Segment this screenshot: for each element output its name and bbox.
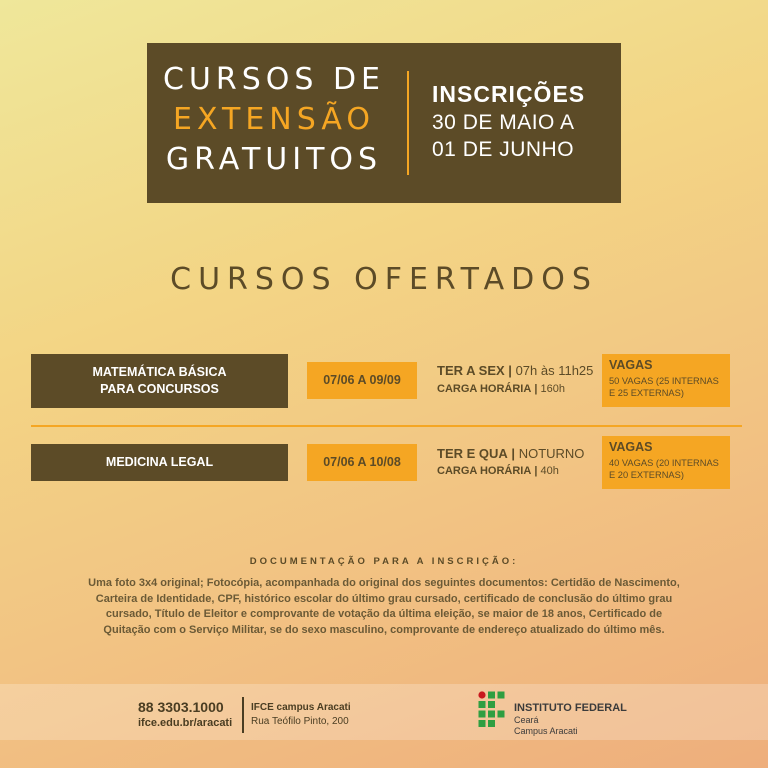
institution-campus: Campus Aracati — [514, 726, 578, 736]
separator: | — [508, 363, 512, 378]
load-value: 40h — [540, 465, 559, 477]
documentation-text — [40, 576, 728, 638]
footer-band — [0, 684, 768, 740]
contact-phone: 88 3303.1000 — [138, 699, 224, 715]
vagas-line: E 25 EXTERNAS) — [609, 388, 684, 398]
vagas-line: E 20 EXTERNAS) — [609, 470, 684, 480]
institution-name: INSTITUTO FEDERAL — [514, 702, 627, 714]
documentation-title: DOCUMENTAÇÃO PARA A INSCRIÇÃO: — [249, 556, 519, 567]
course-load — [437, 382, 565, 396]
course-period: 07/06 A 09/09 — [307, 362, 417, 399]
registration-date-end: 01 DE JUNHO — [432, 138, 575, 161]
contact-website: ifce.edu.br/aracati — [138, 717, 233, 729]
load-label: CARGA HORÁRIA — [437, 465, 532, 477]
section-title: CURSOS OFERTADOS — [170, 262, 598, 297]
footer-divider — [242, 697, 244, 733]
course-schedule — [437, 362, 593, 380]
institution-state: Ceará — [514, 715, 539, 725]
campus-name: IFCE campus Aracati — [251, 702, 351, 713]
load-label: CARGA HORÁRIA — [437, 383, 532, 395]
title-line-3: GRATUITOS — [165, 142, 383, 177]
documentation-line: Quitação com o Serviço Militar, se do sexo masculino, comprovante de endereço atualizado do último mês. — [103, 623, 665, 636]
registration-label: INSCRIÇÕES — [432, 81, 586, 107]
vagas-label: VAGAS — [609, 358, 653, 372]
course-days: TER A SEX — [437, 363, 505, 378]
course-name-line: MEDICINA LEGAL — [105, 455, 214, 469]
vagas-box — [602, 354, 730, 407]
documentation-line: Uma foto 3x4 original; Fotocópia, acompanhada do original dos seguintes documentos: Certidão de Nascimento, — [88, 577, 680, 589]
title-line-2: EXTENSÃO — [173, 102, 375, 137]
course-time: 07h às 11h25 — [515, 363, 594, 378]
vagas-detail — [609, 375, 727, 399]
separator: | — [534, 383, 538, 395]
course-time: NOTURNO — [518, 446, 585, 461]
course-days: TER E QUA — [437, 446, 508, 461]
banner-divider — [407, 71, 409, 175]
documentation-line: Carteira de Identidade, CPF, histórico escolar do último grau cursado, certificado de conclusão do último grau — [95, 592, 673, 605]
vagas-label: VAGAS — [609, 440, 653, 454]
course-period: 07/06 A 10/08 — [307, 444, 417, 481]
separator: | — [534, 465, 538, 477]
vagas-line: 50 VAGAS (25 INTERNAS — [609, 376, 719, 386]
header-banner — [147, 43, 621, 203]
course-name-box — [31, 444, 288, 481]
row-divider — [31, 425, 742, 427]
load-value: 160h — [540, 383, 565, 395]
ifce-logo-icon — [478, 691, 510, 731]
separator: | — [511, 446, 516, 461]
vagas-detail — [609, 457, 727, 481]
course-load — [437, 464, 559, 478]
course-name-box — [31, 354, 288, 408]
campus-address: Rua Teófilo Pinto, 200 — [251, 716, 349, 727]
documentation-line: cursado, Título de Eleitor e comprovante de votação da última eleição, se maior de 18 anos, Certificado de — [105, 608, 663, 620]
vagas-box — [602, 436, 730, 489]
course-name-line: PARA CONCURSOS — [100, 382, 219, 396]
registration-date-start: 30 DE MAIO A — [432, 111, 575, 134]
course-schedule — [437, 445, 584, 463]
course-name-line: MATEMÁTICA BÁSICA — [92, 365, 227, 379]
title-line-1: CURSOS DE — [162, 62, 386, 97]
vagas-line: 40 VAGAS (20 INTERNAS — [609, 458, 719, 468]
